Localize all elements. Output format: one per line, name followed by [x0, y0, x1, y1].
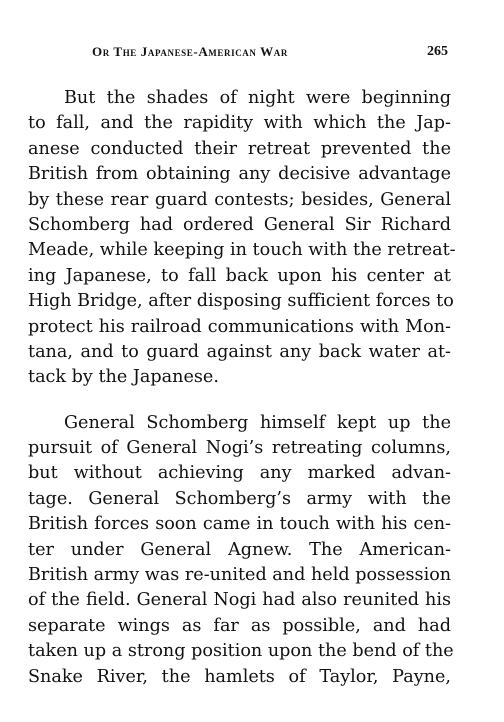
text-line: taken up a strong position upon the bend of the	[28, 641, 454, 662]
text-line: protect his railroad communications with Mon-	[28, 316, 451, 337]
text-line: ing Japanese, to fall back upon his center at	[28, 265, 451, 286]
text-line: but without achieving any marked advan-	[28, 463, 451, 484]
text-line: tack by the Japanese.	[28, 367, 219, 388]
text-line: Schomberg had ordered General Sir Richard	[28, 214, 451, 235]
text-line: tage. General Schomberg’s army with the	[28, 488, 451, 509]
text-line: But the shades of night were beginning	[64, 88, 451, 108]
text-line: ter under General Agnew. The American-	[28, 539, 451, 560]
text-line: British from obtaining any decisive advantage	[28, 164, 451, 185]
text-line: separate wings as far as possible, and had	[28, 615, 451, 636]
text-line: to fall, and the rapidity with which the Jap-	[28, 113, 451, 134]
text-line: General Schomberg himself kept up the	[64, 412, 451, 433]
text-line: by these rear guard contests; besides, General	[28, 189, 451, 210]
paragraph-gap	[28, 391, 451, 411]
running-title: Or The Japanese-American War	[92, 44, 288, 59]
text-line: of the field. General Nogi had also reunited his	[28, 590, 451, 611]
page-number: 265	[427, 44, 448, 59]
paragraph-2	[28, 411, 454, 690]
text-line: British forces soon came in touch with his cen-	[28, 514, 451, 535]
text-line: British army was re-united and held possession	[28, 565, 452, 586]
page-body	[28, 86, 456, 690]
text-line: Meade, while keeping in touch with the retreat-	[28, 240, 456, 261]
text-line: pursuit of General Nogi’s retreating columns,	[28, 438, 451, 459]
text-line: anese conducted their retreat prevented the	[28, 138, 451, 159]
text-line: High Bridge, after disposing sufficient forces to	[28, 291, 454, 312]
text-line: Snake River, the hamlets of Taylor, Payne,	[28, 666, 451, 687]
text-line: tana, and to guard against any back water at-	[28, 341, 451, 362]
paragraph-1	[28, 86, 456, 391]
running-header	[92, 44, 448, 64]
